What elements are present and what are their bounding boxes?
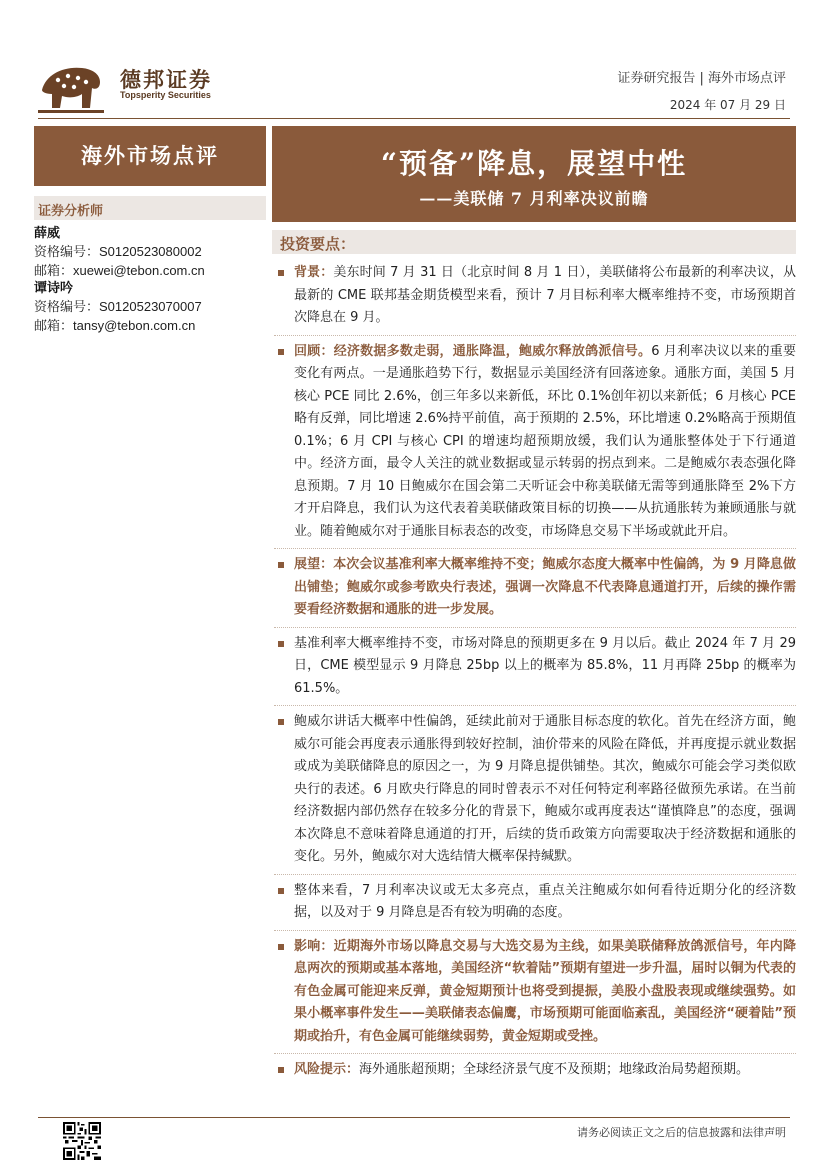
keypoints-list	[274, 262, 796, 1092]
analyst-email: 邮箱：tansy@tebon.com.cn	[34, 318, 196, 334]
analyst-name: 薛威	[34, 226, 61, 241]
analyst-license: 资格编号：S0120523070007	[34, 299, 202, 315]
report-subtitle: ——美联储 7 月利率决议前瞻	[419, 189, 649, 208]
report-category: 证券研究报告 | 海外市场点评	[617, 71, 786, 86]
section-label: 海外市场点评	[81, 143, 219, 168]
report-title: “预备”降息，展望中性	[380, 147, 688, 180]
leopard-logo-icon	[38, 60, 104, 116]
analyst-name: 谭诗吟	[34, 281, 74, 296]
keypoint-background: 背景：美东时间 7 月 31 日（北京时间 8 月 1 日），美联储将公布最新的利率决议，从最新的 CME 联邦基金期货模型来看，预计 7 月目标利率大概率维持不变，市场预期首次降息在 9 月。	[274, 262, 796, 336]
keypoint-review: 回顾：经济数据多数走弱，通胀降温，鲍威尔释放鸽派信号。6 月利率决议以来的重要变化有两点。一是通胀趋势下行，数据显示美国经济有回落迹象。通胀方面，美国 5 月核心 PCE 同比 2.6%，创三年多以来新低，环比 0.1%创年初以来新低；6 月核心 PCE 略有反弹，同比增速 2.6%持平前值，高于预期的 2.5%，环比增速 0.2%略高于预期值 0.1%；6 月 CPI 与核心 CPI 的增速均超预期放缓，我们认为通胀整体处于下行通道中。经济方面，最令人关注的就业数据或显示转弱的拐点到来。二是鲍威尔表态强化降息预期。7 月 10 日鲍威尔在国会第二天听证会中称美联储无需等到通胀降至 2%下方才开启降息，我们认为这代表着美联储政策目标的切换——从抗通胀转为兼顾通胀与就业。随着鲍威尔对于通胀目标表态的改变，市场降息交易下半场或就此开启。	[274, 341, 796, 550]
report-date: 2024 年 07 月 29 日	[669, 98, 786, 112]
keypoint-powell-speech: 鲍威尔讲话大概率中性偏鸽，延续此前对于通胀目标态度的软化。首先在经济方面，鲍威尔可能会再度表示通胀得到较好控制，油价带来的风险在降低，并再度提示就业数据或成为美联储降息的原因之一，为 9 月降息提供铺垫。其次，鲍威尔可能会学习类似欧央行的表述。6 月欧央行降息的同时曾表示不对任何特定利率路径做预先承诺。在当前经济数据内部仍然存在较多分化的背景下，鲍威尔或再度表达“谨慎降息”的态度，强调本次降息不意味着降息通道的打开，后续的货币政策方向需要取决于经济数据和通胀的变化。另外，鲍威尔对大选结情大概率保持缄默。	[274, 711, 796, 875]
email-link[interactable]: xuewei@tebon.com.cn	[73, 263, 205, 278]
keypoint-summary: 整体来看，7 月利率决议或无太多亮点，重点关注鲍威尔如何看待近期分化的经济数据，以及对于 9 月降息是否有较为明确的态度。	[274, 880, 796, 931]
analyst-heading: 证券分析师	[38, 204, 104, 219]
analyst-license: 资格编号：S0120523080002	[34, 244, 202, 260]
keypoints-heading: 投资要点：	[280, 235, 356, 253]
email-link[interactable]: tansy@tebon.com.cn	[73, 318, 196, 333]
footer-divider	[38, 1117, 790, 1118]
disclaimer-note: 请务必阅读正文之后的信息披露和法律声明	[577, 1126, 786, 1139]
keypoint-rate-expectation: 基准利率大概率维持不变，市场对降息的预期更多在 9 月以后。截止 2024 年 7 月 29 日，CME 模型显示 9 月降息 25bp 以上的概率为 85.8%，11 月再降 25bp 的概率为 61.5%。	[274, 633, 796, 707]
analyst-email: 邮箱：xuewei@tebon.com.cn	[34, 263, 205, 279]
brand-name: 德邦证券	[120, 68, 212, 92]
qr-code-icon	[63, 1122, 101, 1160]
brand-name-en: Topsperity Securities	[120, 90, 211, 100]
keypoint-outlook: 展望：本次会议基准利率大概率维持不变；鲍威尔态度大概率中性偏鸽，为 9 月降息做出铺垫；鲍威尔或参考欧央行表述，强调一次降息不代表降息通道打开，后续的操作需要看经济数据和通胀的进一步发展。	[274, 554, 796, 628]
keypoint-risk: 风险提示：海外通胀超预期；全球经济景气度不及预期；地缘政治局势超预期。	[274, 1059, 796, 1087]
keypoint-impact: 影响：近期海外市场以降息交易与大选交易为主线，如果美联储释放鸽派信号，年内降息两次的预期或基本落地，美国经济“软着陆”预期有望进一步升温，届时以铜为代表的有色金属可能迎来反弹，黄金短期预计也将受到提振，美股小盘股表现或继续强势。如果小概率事件发生——美联储表态偏鹰，市场预期可能面临紊乱，美国经济“硬着陆”预期或抬升，有色金属可能继续弱势，黄金短期或受挫。	[274, 936, 796, 1055]
header-divider	[38, 118, 790, 119]
